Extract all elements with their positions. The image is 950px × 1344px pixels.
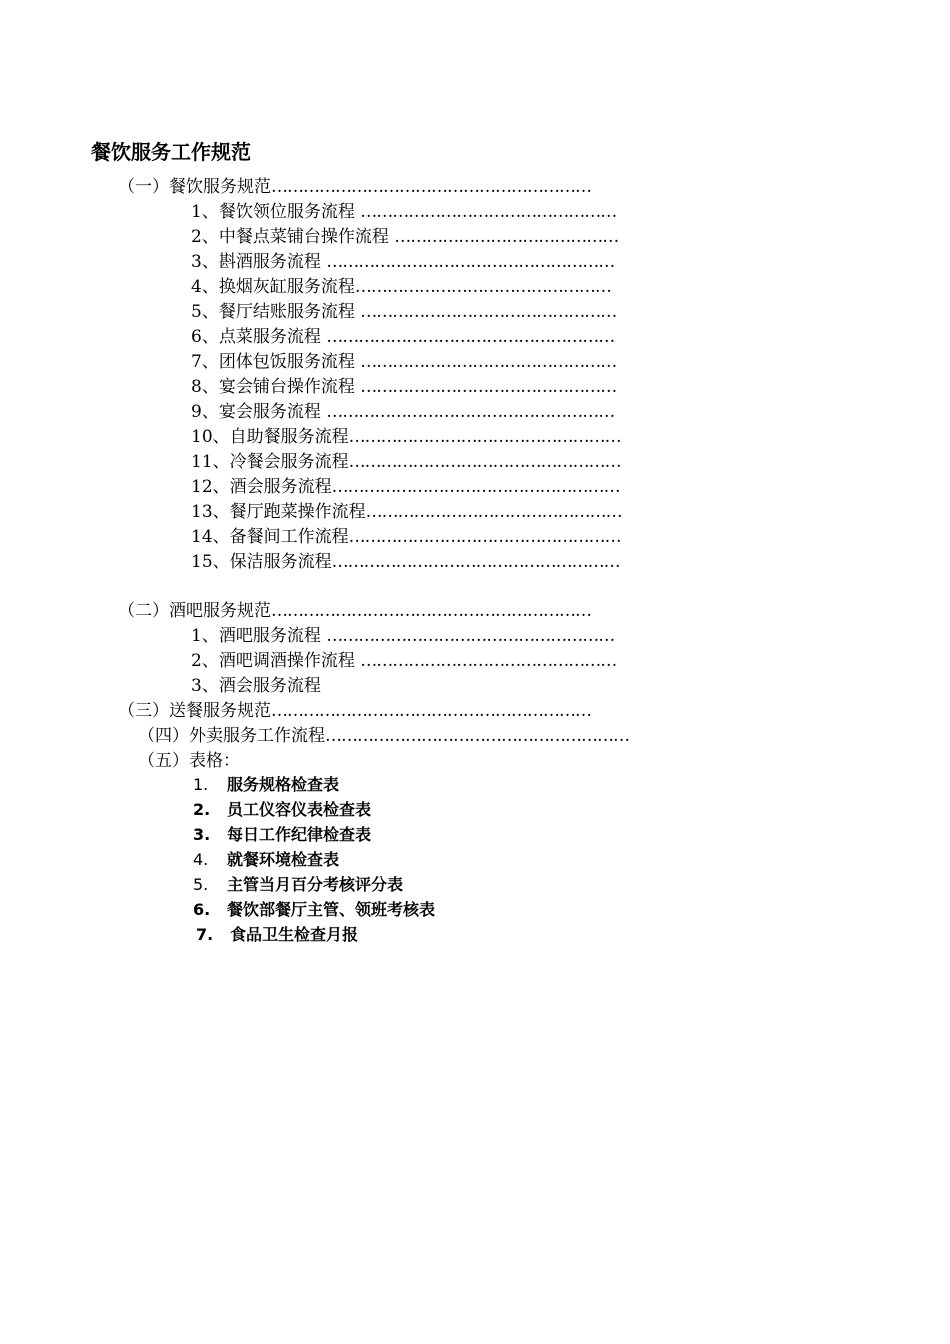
section-heading-text: （三）送餐服务规范 xyxy=(118,701,271,721)
toc-item-label: 1、酒吧服务流程 xyxy=(191,626,327,646)
leader-dots: …………………………………………………… xyxy=(271,601,591,621)
leader-dots: ………………………………………… xyxy=(354,277,611,297)
leader-dots: …………………………………………………… xyxy=(271,177,591,197)
section-heading-text: （四）外卖服务工作流程 xyxy=(138,726,325,746)
leader-dots: ……………………………………………… xyxy=(331,477,620,497)
leader-dots: …………………………………………… xyxy=(348,527,621,547)
leader-dots: ………………………………………… xyxy=(360,352,617,372)
leader-dots: ………………………………………… xyxy=(365,502,622,522)
toc-item-label: 15、保洁服务流程 xyxy=(191,552,332,572)
form-item xyxy=(193,824,371,846)
section-heading-text: （一）餐饮服务规范 xyxy=(118,177,271,197)
toc-item xyxy=(191,675,321,697)
form-item-number: 4. xyxy=(193,850,209,869)
leader-dots: ……………………………………………… xyxy=(326,252,615,272)
toc-item-label: 2、中餐点菜铺台操作流程 xyxy=(191,227,395,247)
form-item-label: 服务规格检查表 xyxy=(227,775,340,794)
toc-item xyxy=(191,326,614,348)
toc-item-label: 4、换烟灰缸服务流程 xyxy=(191,277,355,297)
form-item xyxy=(193,899,435,921)
form-item xyxy=(193,799,371,821)
leader-dots: …………………………………………………… xyxy=(271,701,591,721)
leader-dots: ………………………………………… xyxy=(360,377,617,397)
toc-item-label: 5、餐厅结账服务流程 xyxy=(191,302,361,322)
leader-dots: ………………………………………… xyxy=(360,202,617,222)
leader-dots: ……………………………………………… xyxy=(326,402,615,422)
toc-item xyxy=(191,476,620,498)
section-heading-catering xyxy=(118,176,591,198)
toc-item xyxy=(191,226,618,248)
form-item-label: 主管当月百分考核评分表 xyxy=(227,875,404,894)
leader-dots: …………………………………………… xyxy=(348,452,621,472)
leader-dots: ……………………………………………… xyxy=(326,327,615,347)
form-item-number: 2. xyxy=(193,800,211,819)
toc-item xyxy=(191,526,621,548)
toc-item-label: 6、点菜服务流程 xyxy=(191,327,327,347)
section-heading-room-service xyxy=(118,700,591,722)
toc-item xyxy=(191,426,621,448)
toc-item-label: 14、备餐间工作流程 xyxy=(191,527,349,547)
toc-item-label: 13、餐厅跑菜操作流程 xyxy=(191,502,366,522)
section-heading-bar xyxy=(118,600,591,622)
toc-item-label: 9、宴会服务流程 xyxy=(191,402,327,422)
form-item-number: 1. xyxy=(193,775,209,794)
section-heading-text: （二）酒吧服务规范 xyxy=(118,601,271,621)
leader-dots: ………………………………………………… xyxy=(325,726,629,746)
document-title: 餐饮服务工作规范 xyxy=(91,140,251,164)
form-item-number: 6. xyxy=(193,900,211,919)
form-item xyxy=(193,874,403,896)
form-item xyxy=(193,774,339,796)
toc-item xyxy=(191,251,614,273)
toc-item xyxy=(191,501,622,523)
form-item-label: 每日工作纪律检查表 xyxy=(227,825,372,844)
section-heading-text: （五）表格： xyxy=(138,751,240,771)
leader-dots: ……………………………………………… xyxy=(331,552,620,572)
toc-item xyxy=(191,401,614,423)
toc-item xyxy=(191,276,611,298)
form-item-number: 3. xyxy=(193,825,211,844)
toc-item xyxy=(191,376,616,398)
leader-dots: ………………………………………… xyxy=(360,651,617,671)
toc-item-label: 12、酒会服务流程 xyxy=(191,477,332,497)
toc-item xyxy=(191,201,616,223)
form-item-label: 餐饮部餐厅主管、领班考核表 xyxy=(227,900,436,919)
leader-dots: ………………………………………… xyxy=(360,302,617,322)
section-heading-takeout xyxy=(138,725,629,747)
toc-item-label: 3、斟酒服务流程 xyxy=(191,252,327,272)
toc-item xyxy=(191,650,616,672)
toc-item-label: 2、酒吧调酒操作流程 xyxy=(191,651,361,671)
form-item xyxy=(196,924,358,946)
toc-item xyxy=(191,301,616,323)
form-item-label: 食品卫生检查月报 xyxy=(230,925,359,944)
form-item-number: 5. xyxy=(193,875,209,894)
form-item-label: 就餐环境检查表 xyxy=(227,850,340,869)
form-item-number: 7. xyxy=(196,925,214,944)
toc-item xyxy=(191,451,621,473)
toc-item-label: 1、餐饮领位服务流程 xyxy=(191,202,361,222)
toc-item-label: 3、酒会服务流程 xyxy=(191,676,321,696)
toc-item-label: 8、宴会铺台操作流程 xyxy=(191,377,361,397)
toc-item-label: 10、自助餐服务流程 xyxy=(191,427,349,447)
leader-dots: …………………………………………… xyxy=(348,427,621,447)
toc-item xyxy=(191,625,614,647)
leader-dots: …………………………………… xyxy=(394,227,619,247)
section-heading-forms xyxy=(138,750,240,772)
toc-item-label: 7、团体包饭服务流程 xyxy=(191,352,361,372)
form-item xyxy=(193,849,339,871)
toc-item-label: 11、冷餐会服务流程 xyxy=(191,452,349,472)
toc-item xyxy=(191,551,620,573)
leader-dots: ……………………………………………… xyxy=(326,626,615,646)
toc-item xyxy=(191,351,616,373)
form-item-label: 员工仪容仪表检查表 xyxy=(227,800,372,819)
